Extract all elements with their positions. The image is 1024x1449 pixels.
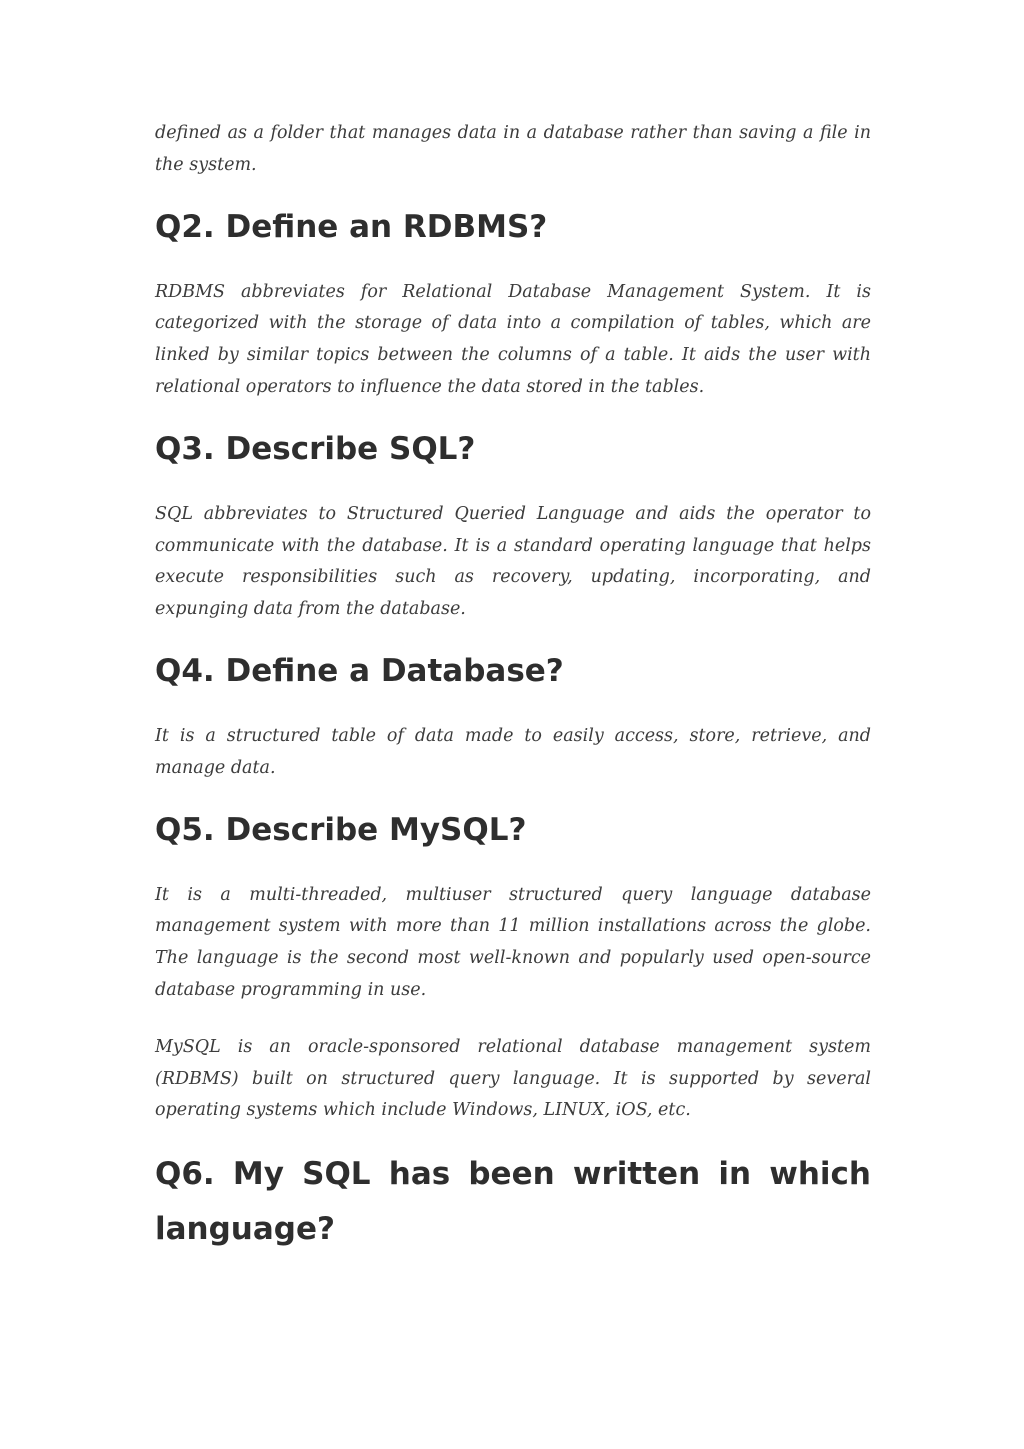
section-heading-q5: Q5. Describe MySQL? [155,811,527,848]
section-heading-q6: Q6. My SQL has been written in which language? [155,1156,871,1248]
section-heading-q2: Q2. Define an RDBMS? [155,208,548,245]
intro-paragraph: defined as a folder that manages data in a database rather than saving a file in the system. [155,123,871,175]
section-paragraph-q2: RDBMS abbreviates for Relational Database Management System. It is categorized with the storage of data into a compilation of tables, which are linked by similar topics between the columns of a table. It aids the user with relational operators to influence the data stored in the tables. [155,281,871,397]
section-heading-q3: Q3. Describe SQL? [155,430,476,467]
section-heading-q4: Q4. Define a Database? [155,652,564,689]
section-paragraph-q4: It is a structured table of data made to easily access, store, retrieve, and manage data. [155,725,871,778]
section-paragraph-q3: SQL abbreviates to Structured Queried Language and aids the operator to communicate with the database. It is a standard operating language that helps execute responsibilities such as recovery, updating, incorporating, and expunging data from the database. [155,503,871,620]
section-paragraph-q5-2: MySQL is an oracle-sponsored relational database management system (RDBMS) built on structured query language. It is supported by several operating systems which include Windows, LINUX, iOS, etc. [155,1036,871,1121]
document-page [155,118,871,1257]
section-paragraph-q5-1: It is a multi-threaded, multiuser structured query language database management system with more than 11 million installations across the globe. The language is the second most well-known and popularly used open-source database programming in use. [155,884,871,1000]
